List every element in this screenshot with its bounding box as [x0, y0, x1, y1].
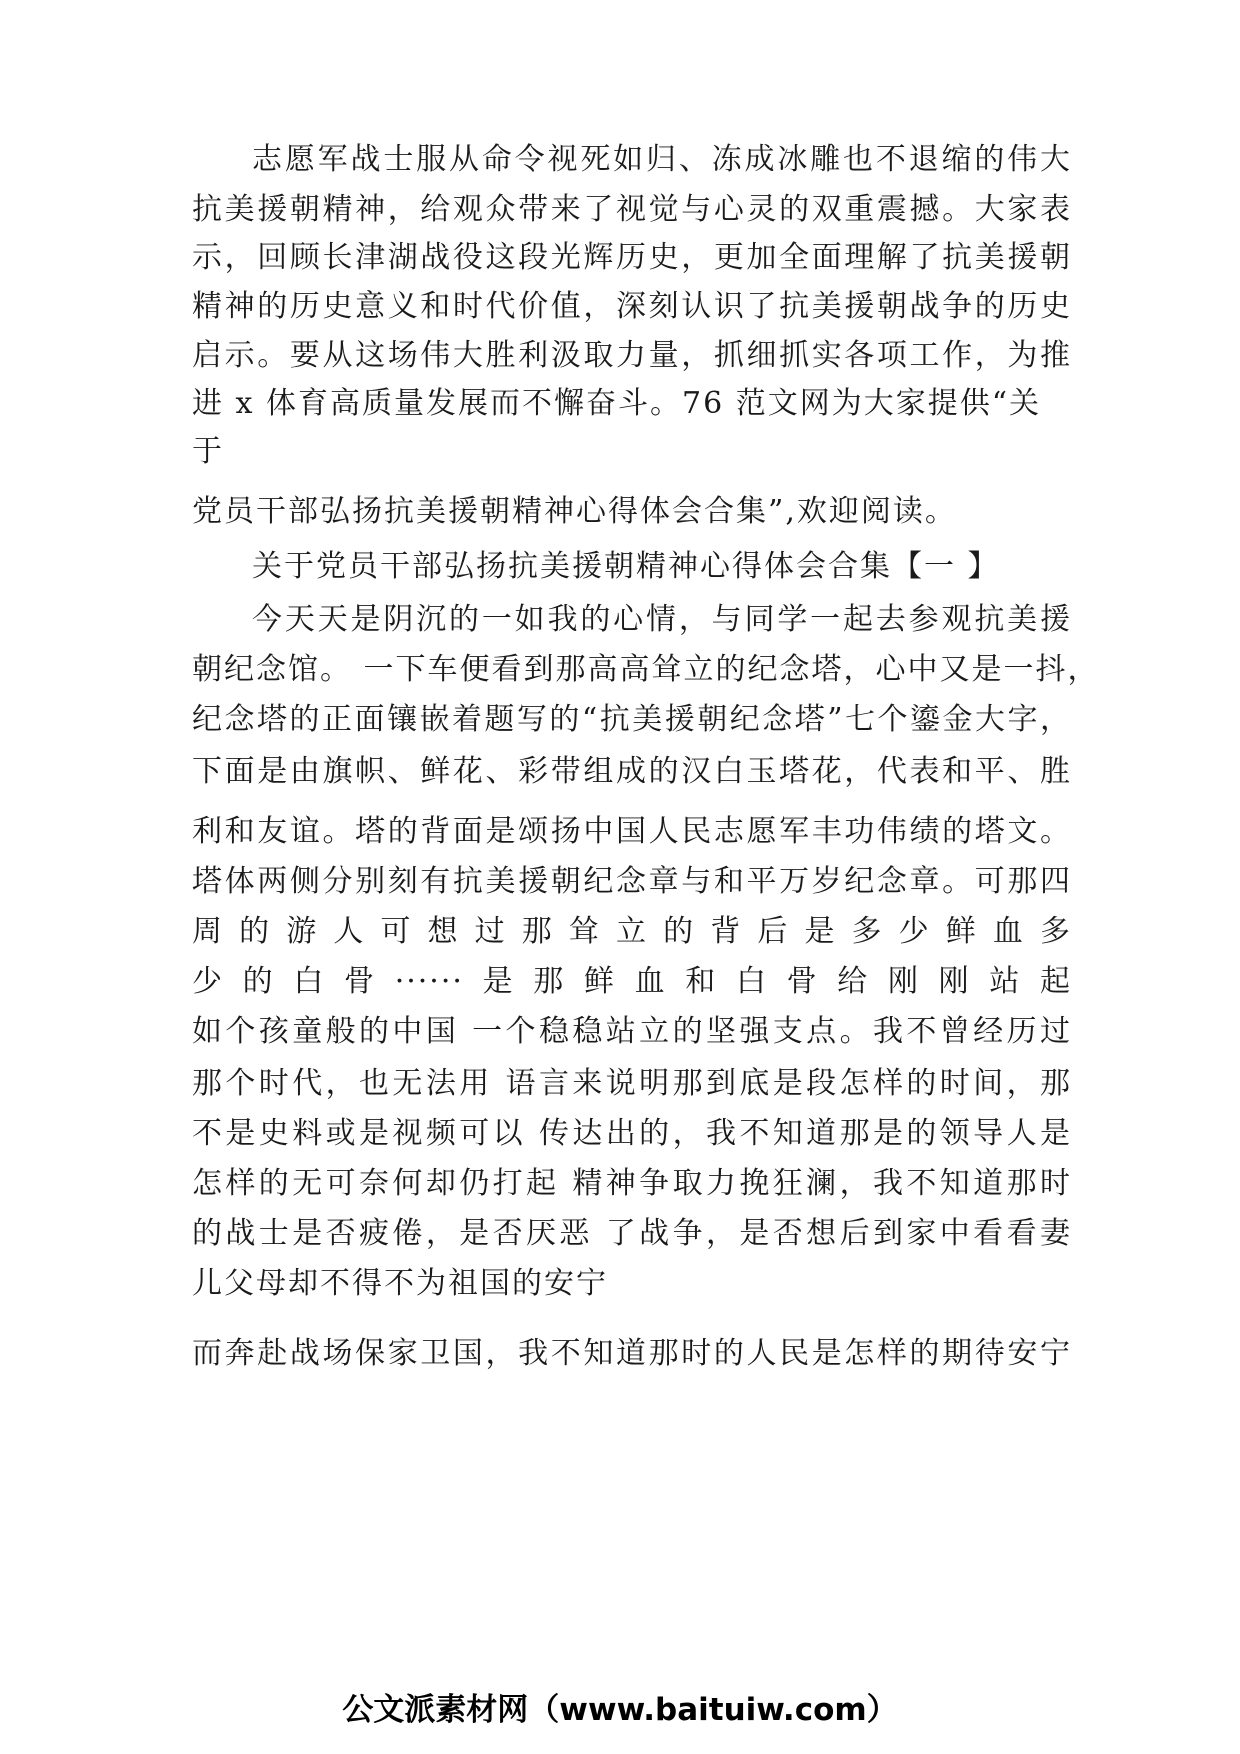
- paragraph-2-line-4: 下面是由旗帜、鲜花、彩带组成的汉白玉塔花，代表和平、胜: [192, 754, 1072, 789]
- paragraph-2-line-9: 如个孩童般的中国 一个稳稳站立的坚强支点。我不曾经历过: [192, 1014, 1072, 1049]
- paragraph-1-line-6: 进 x 体育高质量发展而不懈奋斗。76 范文网为大家提供“关: [192, 386, 1042, 421]
- section-title: 关于党员干部弘扬抗美援朝精神心得体会合集【一 】: [252, 549, 1000, 584]
- paragraph-1-line-1: 志愿军战士服从命令视死如归、冻成冰雕也不退缩的伟大: [252, 142, 1072, 177]
- intro-line: 党员干部弘扬抗美援朝精神心得体会合集”,欢迎阅读。: [192, 494, 957, 529]
- paragraph-2-line-11: 不是史料或是视频可以 传达出的，我不知道那是的领导人是: [192, 1116, 1072, 1151]
- paragraph-2-line-1: 今天天是阴沉的一如我的心情，与同学一起去参观抗美援: [252, 602, 1072, 637]
- paragraph-2-line-15: 而奔赴战场保家卫国，我不知道那时的人民是怎样的期待安宁: [192, 1336, 1072, 1371]
- paragraph-2-line-14: 儿父母却不得不为祖国的安宁: [192, 1266, 608, 1301]
- paragraph-1-line-7: 于: [192, 434, 224, 469]
- paragraph-2-line-2: 朝纪念馆。 一下车便看到那高高耸立的纪念塔，心中又是一抖，: [192, 652, 1100, 687]
- paragraph-2-line-13: 的战士是否疲倦，是否厌恶 了战争，是否想后到家中看看妻: [192, 1216, 1072, 1251]
- paragraph-2-line-10: 那个时代，也无法用 语言来说明那到底是段怎样的时间，那: [192, 1066, 1072, 1101]
- paragraph-2-line-12: 怎样的无可奈何却仍打起 精神争取力挽狂澜，我不知道那时: [192, 1166, 1072, 1201]
- paragraph-1-line-3: 示，回顾长津湖战役这段光辉历史，更加全面理解了抗美援朝: [192, 240, 1072, 275]
- paragraph-1-line-5: 启示。要从这场伟大胜利汲取力量，抓细抓实各项工作，为推: [192, 338, 1072, 373]
- paragraph-1-line-4: 精神的历史意义和时代价值，深刻认识了抗美援朝战争的历史: [192, 289, 1072, 324]
- paragraph-2-line-6: 塔体两侧分别刻有抗美援朝纪念章与和平万岁纪念章。可那四: [192, 864, 1072, 899]
- paragraph-2-line-5: 利和友谊。塔的背面是颂扬中国人民志愿军丰功伟绩的塔文。: [192, 814, 1072, 849]
- paragraph-2-line-8: 少的白骨······是那鲜血和白骨给刚刚站起: [192, 964, 1072, 999]
- footer-watermark: 公文派素材网（www.baituiw.com）: [342, 1692, 898, 1728]
- paragraph-2-line-3: 纪念塔的正面镶嵌着题写的“抗美援朝纪念塔”七个鎏金大字，: [192, 702, 1072, 737]
- paragraph-2-line-7: 周的游人可想过那耸立的背后是多少鲜血多: [192, 914, 1072, 949]
- paragraph-1-line-2: 抗美援朝精神，给观众带来了视觉与心灵的双重震撼。大家表: [192, 192, 1072, 227]
